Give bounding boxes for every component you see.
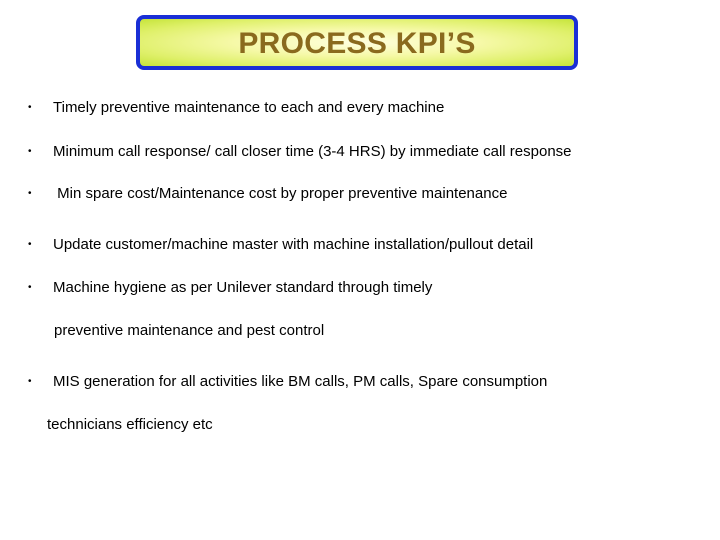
bullet-icon: •: [28, 102, 32, 113]
bullet-icon: •: [28, 188, 32, 199]
bullet-icon: •: [28, 376, 32, 387]
list-item: [0, 183, 720, 205]
list-item-continuation: preventive maintenance and pest control: [54, 322, 325, 339]
list-item-text: Timely preventive maintenance to each and every machine: [53, 99, 445, 116]
list-item: [0, 234, 720, 256]
list-item-text: Minimum call response/ call closer time (3-4 HRS) by immediate call response: [53, 143, 572, 160]
list-item: [0, 141, 720, 163]
list-item-continuation: technicians efficiency etc: [47, 416, 213, 433]
bullet-icon: •: [28, 239, 32, 250]
list-item: [0, 371, 720, 393]
slide-title: PROCESS KPI’S: [238, 26, 476, 60]
bullet-icon: •: [28, 282, 32, 293]
list-item-text: Update customer/machine master with machine installation/pullout detail: [53, 236, 534, 253]
list-item-text: Min spare cost/Maintenance cost by proper preventive maintenance: [53, 185, 508, 202]
list-item: [0, 97, 720, 119]
list-item: [0, 277, 720, 299]
list-item-text: Machine hygiene as per Unilever standard through timely: [53, 279, 433, 296]
title-banner: [136, 15, 578, 70]
list-item-text: MIS generation for all activities like BM calls, PM calls, Spare consumption: [53, 373, 548, 390]
bullet-icon: •: [28, 146, 32, 157]
